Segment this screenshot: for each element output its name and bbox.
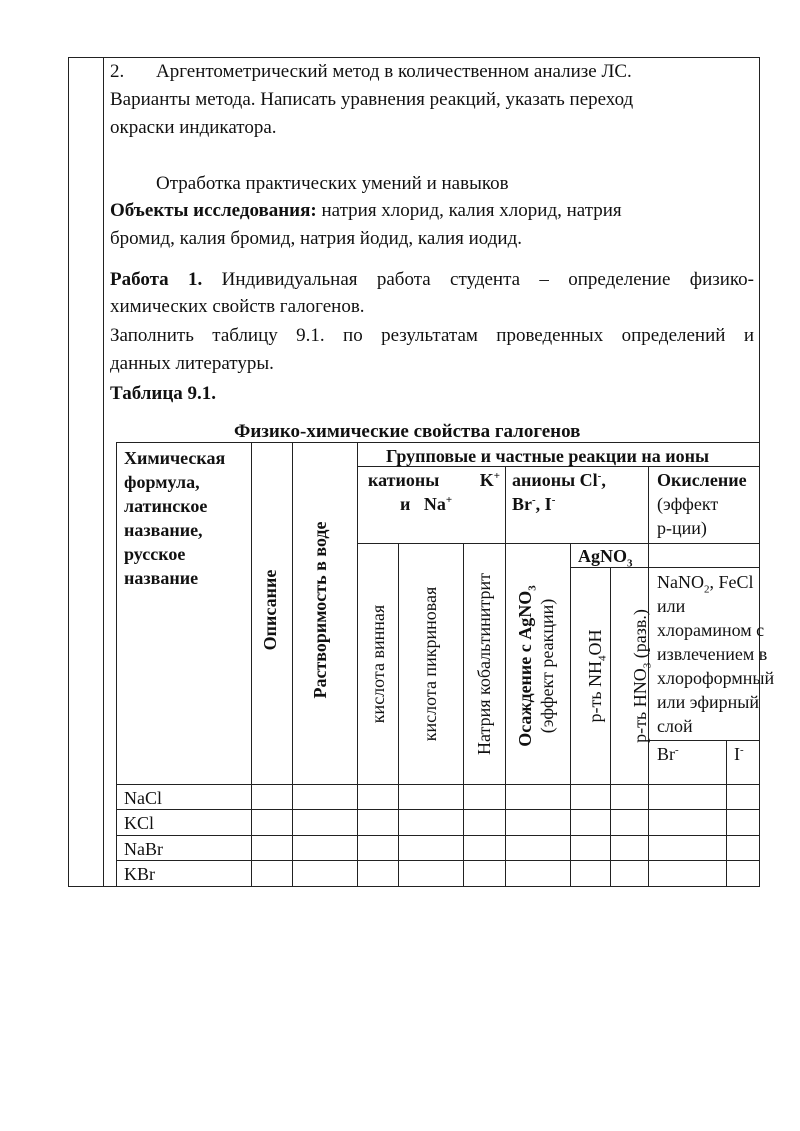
table-row-kcl: KCl: [124, 813, 155, 833]
cations-label: катионы: [368, 470, 440, 490]
header-hno3: [630, 601, 654, 751]
reagent-line-4: извлечением в: [657, 644, 768, 664]
header-picric-acid: кислота пикриновая: [420, 586, 440, 742]
objects-line-1: [110, 197, 622, 225]
frame-left-line: [68, 57, 69, 887]
table-row-kbr: KBr: [124, 864, 155, 884]
header-formula-line-3: латинское: [124, 496, 208, 516]
br-ion-label: Br: [657, 744, 675, 764]
cation-na-charge: +: [445, 494, 453, 506]
oxidation-label: Окисление: [657, 470, 747, 490]
table-line-subgroup: [357, 543, 760, 544]
header-anions: [512, 468, 646, 516]
header-formula: [124, 446, 249, 590]
header-cations: [368, 468, 500, 516]
reagent-nano2: NaNO: [657, 572, 704, 592]
header-formula-line-2: формула,: [124, 472, 200, 492]
item-2-number: 2.: [110, 61, 125, 82]
table-line-ions: [648, 740, 760, 741]
anion-br: Br: [512, 494, 532, 514]
reagent-line-7: слой: [657, 716, 693, 736]
precipitation-sub: 3: [526, 585, 539, 591]
work-1-line-1: [110, 266, 754, 294]
header-agno3: [578, 544, 633, 568]
anion-br-charge: -: [532, 494, 536, 506]
table-vline-3: [357, 442, 358, 886]
header-formula-line-4: название,: [124, 520, 203, 540]
header-precipitation: [514, 556, 562, 776]
table-row-nacl: NaCl: [124, 788, 162, 808]
hno3-pre: р-ть HNO: [630, 668, 650, 743]
header-formula-line-6: название: [124, 568, 199, 588]
reagent-line-6: или эфирный: [657, 692, 760, 712]
header-nh4oh: [585, 611, 609, 741]
hno3-sub: 3: [641, 662, 654, 669]
oxidation-reagents: [657, 570, 799, 738]
agno3-sub: 3: [627, 557, 633, 570]
table-vline-5: [463, 543, 464, 886]
table-vline-4: [398, 543, 399, 886]
table-vline-8: [610, 567, 611, 886]
header-formula-line-5: русское: [124, 544, 186, 564]
nh4oh-post: OH: [585, 629, 605, 656]
header-solubility: Растворимость в воде: [310, 521, 330, 699]
oxidation-effect-2: р-ции): [657, 518, 707, 538]
frame-right-line: [759, 57, 760, 887]
work-1-line-2: химических свойств галогенов.: [110, 296, 365, 317]
i-ion-charge: -: [740, 744, 744, 756]
table-vline-2: [292, 442, 293, 886]
anion-cl-charge: -: [597, 470, 602, 482]
anions-comma: ,: [601, 470, 606, 490]
reagent-nano2-sub: 2: [704, 583, 710, 596]
table-line-bottom: [116, 886, 760, 887]
agno3-label: AgNO: [578, 546, 627, 566]
cation-and: и: [400, 494, 411, 514]
br-ion-charge: -: [675, 744, 679, 756]
anions-label: анионы Cl: [512, 470, 598, 490]
work-1-line-4: данных литературы.: [110, 353, 274, 374]
precipitation-label: Осаждение с AgNO: [515, 590, 535, 747]
cation-na: Na: [423, 494, 446, 514]
reagent-line-2: или: [657, 596, 686, 616]
oxidation-effect-1: (эффект: [657, 494, 719, 514]
objects-text-1: натрия хлорид, калия хлорид, натрия: [316, 200, 622, 221]
header-formula-line-1: Химическая: [124, 448, 226, 468]
table-row-nabr: NaBr: [124, 839, 163, 859]
cation-k: K: [479, 470, 494, 490]
table-vline-6: [505, 466, 506, 886]
header-tartaric-acid: кислота винная: [368, 604, 388, 724]
precipitation-effect: (эффект реакции): [537, 598, 557, 734]
item-2-line-1: Аргентометрический метод в количественном анализе ЛС.: [156, 61, 632, 82]
nh4oh-pre: р-ть NH: [585, 660, 605, 723]
reagent-line-5: хлороформный: [657, 668, 775, 688]
header-oxidation: [657, 468, 759, 540]
i-ion-label: I: [734, 744, 740, 764]
table-vline-0: [116, 442, 117, 886]
reagent-fecl: , FeCl: [709, 572, 754, 592]
work-1-label: Работа 1.: [110, 269, 203, 290]
header-br-ion: [657, 742, 679, 766]
cation-k-charge: +: [493, 470, 500, 482]
table-line-header-bottom: [116, 784, 760, 785]
table-line-row-2: [116, 835, 760, 836]
table-vline-7: [570, 543, 571, 886]
header-group: Групповые и частные реакции на ионы: [386, 446, 710, 466]
table-line-row-3: [116, 860, 760, 861]
table-top-line: [116, 442, 760, 443]
table-vline-10: [726, 740, 727, 886]
header-i-ion: [734, 742, 744, 766]
header-cobaltinitrite: Натрия кобальтинитрит: [474, 573, 494, 756]
table-line-row-1: [116, 809, 760, 810]
hno3-post: (разв.): [630, 609, 650, 663]
objects-line-2: бромид, калия бромид, натрия йодид, калия иодид.: [110, 228, 522, 249]
item-2-line-3: окраски индикатора.: [110, 117, 277, 138]
table-number: Таблица 9.1.: [110, 383, 217, 404]
anion-i-charge: -: [551, 494, 556, 506]
practice-heading: Отработка практических умений и навыков: [156, 173, 509, 194]
reagent-line-3: хлорамином с: [657, 620, 765, 640]
frame-inner-left-line: [103, 57, 104, 887]
table-vline-1: [251, 442, 252, 886]
table-title: Физико-химические свойства галогенов: [234, 421, 581, 442]
work-1-line-3: Заполнить таблицу 9.1. по результатам проведенных определений и: [110, 325, 754, 346]
nh4oh-sub: 4: [596, 655, 609, 661]
objects-label: Объекты исследования:: [110, 200, 317, 221]
header-description: Описание: [260, 569, 280, 651]
work-1-text-1: Индивидуальная работа студента – определение физико-: [202, 269, 755, 290]
anion-i: , I: [535, 494, 552, 514]
item-2-line-2: Варианты метода. Написать уравнения реакций, указать переход: [110, 89, 634, 110]
